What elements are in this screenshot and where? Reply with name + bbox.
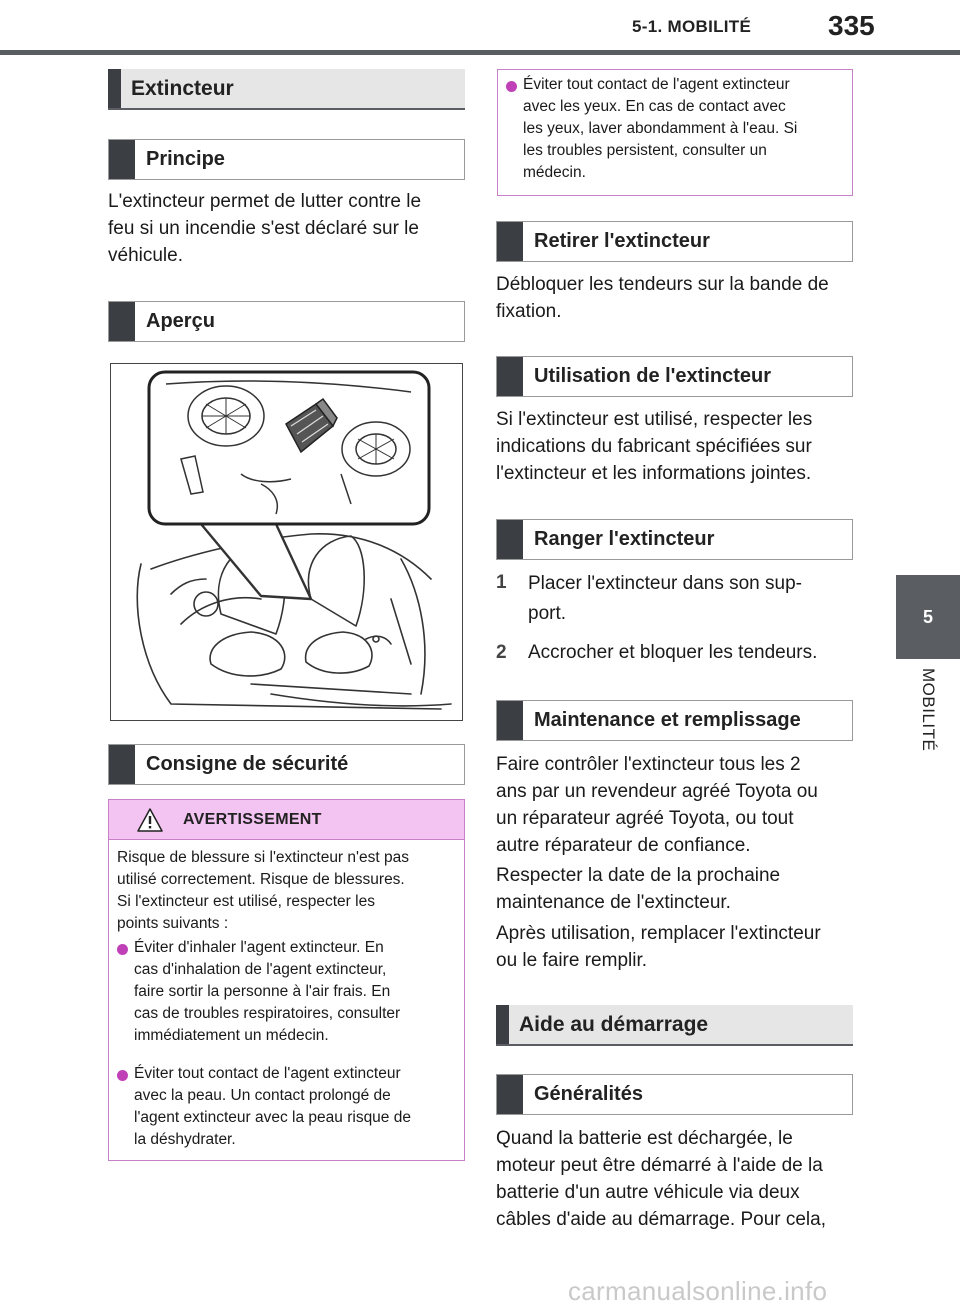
text-line: Si l'extincteur est utilisé, respecter les [496, 409, 813, 430]
text-line: Faire contrôler l'extincteur tous les 2 [496, 754, 801, 775]
step-number: 1 [496, 572, 507, 593]
text-line: points suivants : [117, 915, 229, 932]
heading-text: Principe [146, 148, 225, 170]
text-line: fixation. [496, 301, 562, 322]
heading-bar [109, 302, 135, 341]
warning-triangle-icon [137, 808, 163, 832]
text-line: Accrocher et bloquer les tendeurs. [528, 642, 818, 663]
text-line: les yeux, laver abondamment à l'eau. Si [523, 120, 798, 137]
heading-extincteur [108, 69, 465, 110]
text-line: la déshydrater. [134, 1131, 236, 1148]
text-line: batterie d'un autre véhicule via deux [496, 1182, 800, 1203]
text-line: L'extincteur permet de lutter contre le [108, 191, 422, 212]
text-line: moteur peut être démarré à l'aide de la [496, 1155, 823, 1176]
heading-bar [496, 1005, 509, 1044]
step-number: 2 [496, 642, 507, 663]
heading-bar [497, 701, 523, 740]
text-line: Si l'extincteur est utilisé, respecter les [117, 893, 375, 910]
heading-text: Aide au démarrage [519, 1012, 709, 1036]
callout-frame [149, 372, 429, 524]
text-line: Éviter tout contact de l'agent extincteur [523, 76, 790, 93]
bullet-icon [506, 81, 517, 92]
heading-text: Ranger l'extincteur [534, 528, 715, 550]
heading-generalites [496, 1074, 853, 1115]
text-line: port. [528, 603, 567, 624]
maintenance-date-paragraph [496, 862, 780, 916]
warning-header [109, 800, 464, 840]
maintenance-after-use-paragraph [496, 920, 821, 974]
text-line: avec la peau. Un contact prolongé de [134, 1087, 391, 1104]
text-line: câbles d'aide au démarrage. Pour cela, [496, 1209, 826, 1230]
bullet-icon [117, 1070, 128, 1081]
heading-text: Aperçu [146, 310, 215, 332]
utilisation-paragraph [496, 406, 812, 487]
warning-title: AVERTISSEMENT [183, 810, 322, 828]
heading-ranger [496, 519, 853, 560]
text-line: utilisé correctement. Risque de blessures. [117, 871, 405, 888]
heading-text: Retirer l'extincteur [534, 230, 710, 252]
heading-consigne [108, 744, 465, 785]
text-line: Éviter d'inhaler l'agent extincteur. En [134, 939, 384, 956]
text-line: l'agent extincteur avec la peau risque de [134, 1109, 411, 1126]
text-line: cas d'inhalation de l'agent extincteur, [134, 961, 387, 978]
maintenance-paragraph [496, 751, 818, 859]
text-line: Quand la batterie est déchargée, le [496, 1128, 793, 1149]
car-interior-drawing [111, 364, 463, 721]
heading-apercu [108, 301, 465, 342]
text-line: ans par un revendeur agréé Toyota ou [496, 781, 818, 802]
header-rule [0, 50, 960, 55]
text-line: immédiatement un médecin. [134, 1027, 329, 1044]
text-line: avec les yeux. En cas de contact avec [523, 98, 786, 115]
text-line: autre réparateur de confiance. [496, 835, 751, 856]
warning-continuation-box [497, 69, 853, 196]
text-line: Respecter la date de la prochaine [496, 865, 781, 886]
text-line: Risque de blessure si l'extincteur n'est pas [117, 849, 409, 866]
heading-text: Consigne de sécurité [146, 753, 349, 775]
heading-principe [108, 139, 465, 180]
heading-bar [108, 69, 121, 108]
heading-maintenance [496, 700, 853, 741]
text-line: Après utilisation, remplacer l'extincteur [496, 923, 821, 944]
heading-utilisation [496, 356, 853, 397]
generalites-paragraph [496, 1125, 826, 1233]
heading-bar [109, 140, 135, 179]
text-line: les troubles persistent, consulter un [523, 142, 767, 159]
footer-watermark: carmanualsonline.info [568, 1276, 828, 1306]
warning-intro [117, 847, 409, 935]
text-line: véhicule. [108, 245, 183, 266]
heading-bar [497, 357, 523, 396]
warning-bullet-inhale [134, 937, 400, 1047]
text-line: Placer l'extincteur dans son sup- [528, 573, 802, 594]
warning-bullet-skin [134, 1063, 411, 1151]
heading-retirer [496, 221, 853, 262]
heading-text: Généralités [534, 1083, 643, 1105]
heading-bar [497, 520, 523, 559]
bullet-icon [117, 944, 128, 955]
text-line: cas de troubles respiratoires, consulter [134, 1005, 401, 1022]
text-line: ou le faire remplir. [496, 950, 648, 971]
warning-bullet-eyes [523, 74, 797, 184]
text-line: feu si un incendie s'est déclaré sur le [108, 218, 419, 239]
text-line: Éviter tout contact de l'agent extincteur [134, 1065, 401, 1082]
extinguisher-illustration [110, 363, 463, 721]
text-line: un réparateur agréé Toyota, ou tout [496, 808, 794, 829]
retirer-paragraph [496, 271, 829, 325]
text-line: médecin. [523, 164, 586, 181]
header-section-title: 5-1. MOBILITÉ [632, 17, 752, 36]
heading-bar [497, 222, 523, 261]
text-line: faire sortir la personne à l'air frais. En [134, 983, 391, 1000]
warning-box [108, 799, 465, 1161]
heading-text: Utilisation de l'extincteur [534, 365, 772, 387]
heading-aide-demarrage [496, 1005, 853, 1046]
principe-paragraph [108, 188, 421, 269]
text-line: l'extincteur et les informations jointes. [496, 463, 812, 484]
text-line: indications du fabricant spécifiées sur [496, 436, 812, 457]
chapter-label: MOBILITÉ [919, 668, 938, 752]
heading-bar [497, 1075, 523, 1114]
page-number: 335 [828, 10, 875, 41]
text-line: Débloquer les tendeurs sur la bande de [496, 274, 829, 295]
heading-text: Maintenance et remplissage [534, 709, 801, 731]
text-line: maintenance de l'extincteur. [496, 892, 731, 913]
heading-text: Extincteur [131, 76, 234, 100]
heading-bar [109, 745, 135, 784]
chapter-tab: 5 [896, 575, 960, 659]
